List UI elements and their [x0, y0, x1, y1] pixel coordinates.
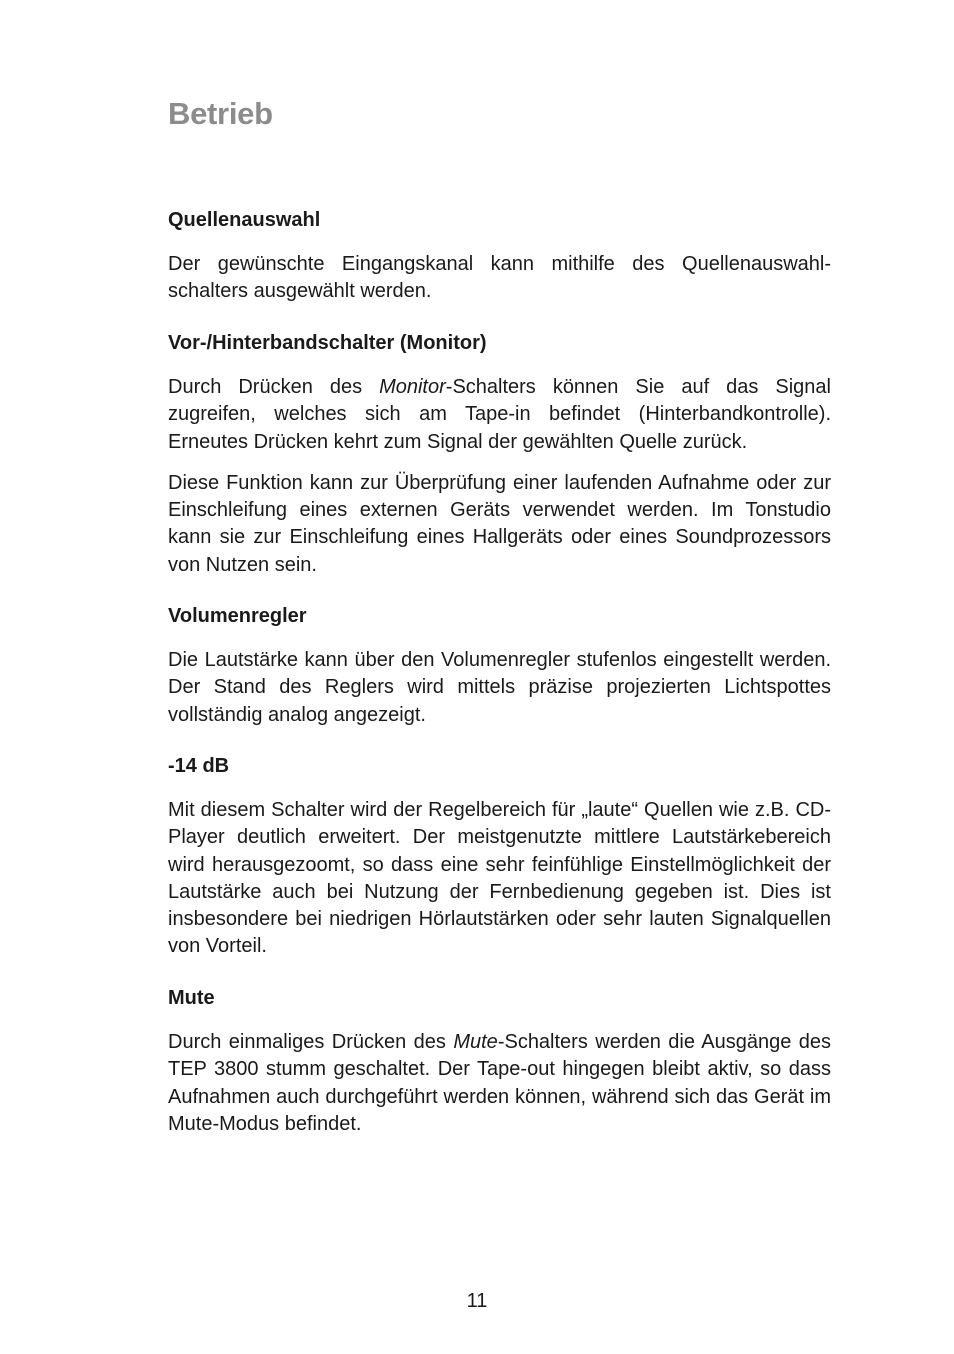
section-mute	[168, 985, 831, 1138]
section-heading: -14 dB	[168, 755, 230, 777]
emphasis: Mute	[453, 1031, 498, 1053]
text-run: Durch Drücken des	[168, 376, 380, 398]
paragraph: Diese Funktion kann zur Überprüfung einer laufenden Aufnahme oder zur Einschleifung eines externen Geräts verwendet werden. Im Tonstudio kann sie zur Einschleifung eines Hallgeräts oder eines Soundprozessors von Nutzen sein.	[168, 471, 831, 576]
page-number: 11	[466, 1290, 488, 1312]
text-run: -Schalters werden die Ausgänge des TEP 3800 stumm geschaltet. Der Tape-out hingegen bleibt aktiv, so dass Aufnahmen auch durchgeführt werden können, während sich das Gerät im Mute-Modus befindet.	[168, 1031, 832, 1135]
page-title: Betrieb	[168, 96, 273, 131]
emphasis: Monitor	[379, 376, 446, 398]
section-14db	[168, 753, 831, 961]
text-run: -Schalters können Sie auf das Signal zugreifen, welches sich am Tape-in befindet (Hinterbandkontrolle). Erneutes Drücken kehrt zum Signal der gewählten Quelle zurück.	[168, 376, 831, 453]
section-quellenauswahl	[168, 207, 831, 306]
paragraph: Der gewünschte Eingangskanal kann mithilfe des Quellenauswahlschalters ausgewählt werden.	[168, 253, 831, 303]
section-heading: Quellenauswahl	[168, 209, 321, 231]
text-run: Durch einmaliges Drücken des	[168, 1031, 454, 1053]
paragraph	[168, 374, 831, 456]
section-heading: Vor-/Hinterbandschalter (Monitor)	[168, 332, 487, 354]
section-heading: Mute	[168, 987, 215, 1009]
section-monitor	[168, 330, 831, 579]
section-volumenregler	[168, 603, 831, 729]
paragraph	[168, 1029, 831, 1138]
paragraph: Die Lautstärke kann über den Volumenregler stufenlos eingestellt werden. Der Stand des Reglers wird mittels präzise projezierten Lichtspottes vollständig analog angezeigt.	[168, 649, 831, 726]
section-heading: Volumenregler	[168, 605, 307, 627]
paragraph: Mit diesem Schalter wird der Regelbereich für „laute“ Quellen wie z.B. CD-Player deutlich erweitert. Der meistgenutzte mittlere Lautstärkebereich wird herausgezoomt, so dass eine sehr feinfühlige Einstellmöglichkeit der Lautstärke auch bei Nutzung der Fernbedienung gegeben ist. Dies ist insbesondere bei niedrigen Hörlautstärken oder sehr lauten Signalquellen von Vorteil.	[168, 799, 831, 958]
